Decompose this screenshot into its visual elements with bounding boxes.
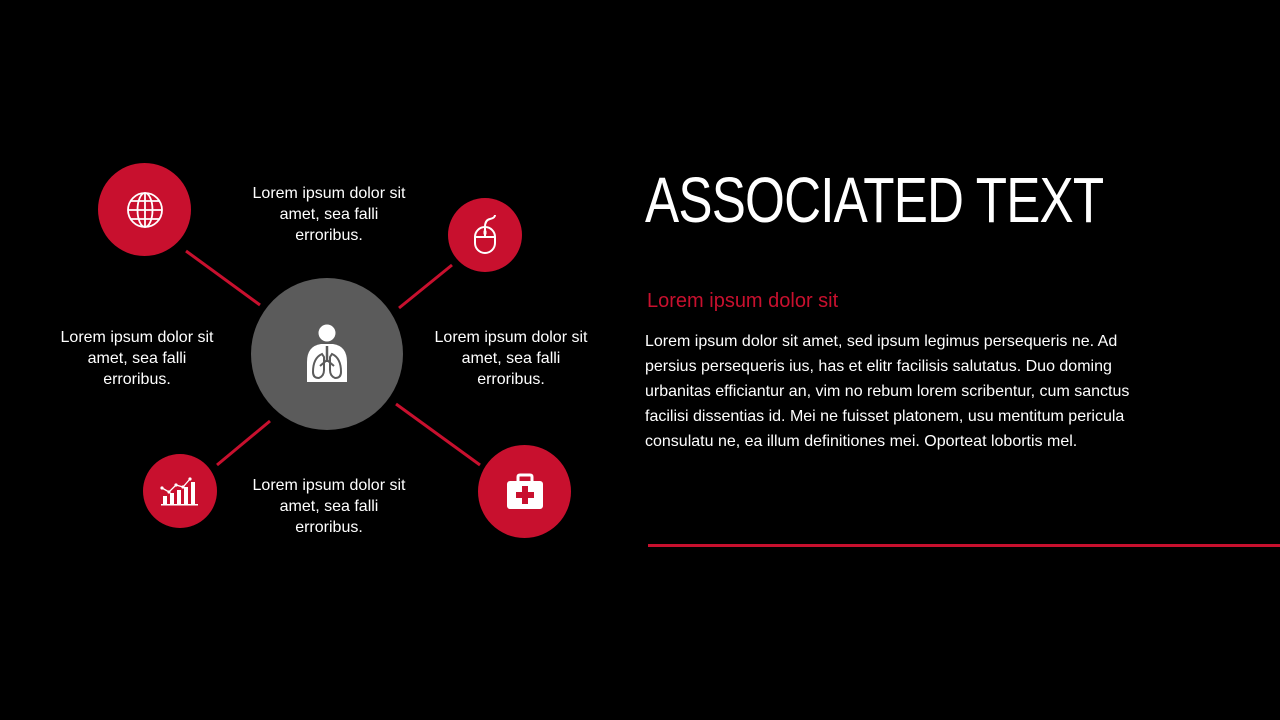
connector-globe (186, 251, 260, 305)
divider-line (648, 544, 1280, 547)
node-medkit (478, 445, 571, 538)
node-globe (98, 163, 191, 256)
connector-mouse (399, 265, 452, 308)
label-left: Lorem ipsum dolor sit amet, sea falli erroribus. (60, 329, 214, 388)
computer-mouse-icon (470, 215, 500, 255)
label-bottom: Lorem ipsum dolor sit amet, sea falli erroribus. (252, 477, 406, 536)
body-paragraph: Lorem ipsum dolor sit amet, sed ipsum legimus persequeris ne. Ad persius persequeris ius, has et elitr facilisis salutatus. Duo doming urbanitas efficiantur an, vim no rebum lorem scribentur, cum sanctus facilisi dissentias id. Mei ne fuisset platonem, usu mentitum pericula consulatu ne, ea illum definitiones mei. Oporteat lobortis mel. (645, 333, 1130, 450)
globe-icon (125, 190, 165, 230)
connector-chart (217, 421, 270, 465)
connector-medkit (396, 404, 480, 465)
subtitle: Lorem ipsum dolor sit (647, 290, 839, 312)
node-mouse (448, 198, 522, 272)
slide-title: ASSOCIATED TEXT (645, 164, 1104, 236)
node-chart (143, 454, 217, 528)
label-top: Lorem ipsum dolor sit amet, sea falli erroribus. (252, 185, 406, 244)
human-lungs-icon (299, 324, 355, 384)
bar-chart-icon (160, 476, 200, 506)
label-right: Lorem ipsum dolor sit amet, sea falli erroribus. (434, 329, 588, 388)
central-hub (251, 278, 403, 430)
first-aid-kit-icon (505, 473, 545, 511)
